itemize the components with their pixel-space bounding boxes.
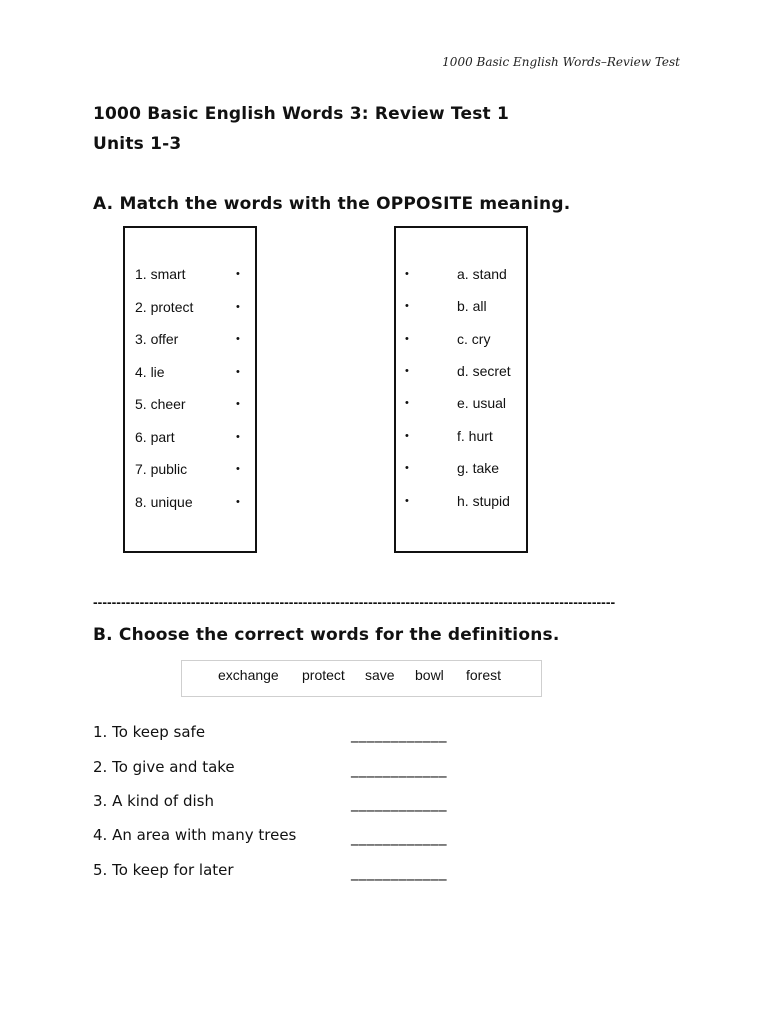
word-bank-item: forest xyxy=(466,667,502,683)
running-header: 1000 Basic English Words–Review Test xyxy=(442,55,680,69)
answer-blank[interactable]: ____________ xyxy=(351,794,447,812)
page-subtitle: Units 1-3 xyxy=(93,134,182,154)
match-right-label: c. cry xyxy=(457,331,491,347)
answer-blank[interactable]: ____________ xyxy=(351,863,447,881)
section-a-heading: A. Match the words with the OPPOSITE meaning. xyxy=(93,194,571,214)
definition-text: 5. To keep for later xyxy=(93,861,234,879)
match-right-label: h. stupid xyxy=(457,493,510,509)
match-left-label: 7. public xyxy=(135,461,188,477)
bullet-icon[interactable]: • xyxy=(236,333,240,345)
match-right-label: e. usual xyxy=(457,395,507,411)
word-bank-item: save xyxy=(365,667,395,683)
definition-row xyxy=(93,824,473,846)
match-right-label: b. all xyxy=(457,298,487,314)
section-separator: ---------------------------------------------------------------------------------------------------------------- xyxy=(93,594,616,610)
word-bank-item: bowl xyxy=(415,667,444,683)
bullet-icon[interactable]: • xyxy=(405,495,409,507)
word-bank-item: protect xyxy=(302,667,345,683)
answer-blank[interactable]: ____________ xyxy=(351,760,447,778)
definition-text: 1. To keep safe xyxy=(93,723,206,741)
bullet-icon[interactable]: • xyxy=(236,398,240,410)
match-left-label: 3. offer xyxy=(135,331,179,347)
match-left-label: 1. smart xyxy=(135,266,186,282)
bullet-icon[interactable]: • xyxy=(405,430,409,442)
definition-row xyxy=(93,790,473,812)
match-left-label: 2. protect xyxy=(135,299,194,315)
match-left-label: 4. lie xyxy=(135,364,165,380)
word-bank xyxy=(181,660,542,697)
section-b-heading: B. Choose the correct words for the definitions. xyxy=(93,625,560,645)
page-title: 1000 Basic English Words 3: Review Test 1 xyxy=(93,104,509,124)
bullet-icon[interactable]: • xyxy=(405,462,409,474)
bullet-icon[interactable]: • xyxy=(236,301,240,313)
match-left-box xyxy=(123,226,257,553)
match-right-label: d. secret xyxy=(457,363,511,379)
match-left-label: 6. part xyxy=(135,429,175,445)
definition-row xyxy=(93,756,473,778)
bullet-icon[interactable]: • xyxy=(405,333,409,345)
bullet-icon[interactable]: • xyxy=(236,496,240,508)
match-left-label: 5. cheer xyxy=(135,396,186,412)
bullet-icon[interactable]: • xyxy=(236,268,240,280)
match-right-label: a. stand xyxy=(457,266,507,282)
bullet-icon[interactable]: • xyxy=(236,366,240,378)
word-bank-item: exchange xyxy=(218,667,279,683)
match-right-label: g. take xyxy=(457,460,500,476)
bullet-icon[interactable]: • xyxy=(236,463,240,475)
definition-text: 4. An area with many trees xyxy=(93,826,297,844)
bullet-icon[interactable]: • xyxy=(405,300,409,312)
bullet-icon[interactable]: • xyxy=(236,431,240,443)
definition-text: 2. To give and take xyxy=(93,758,235,776)
definition-text: 3. A kind of dish xyxy=(93,792,214,810)
match-right-box xyxy=(394,226,528,553)
definition-row xyxy=(93,859,473,881)
definition-row xyxy=(93,721,473,743)
match-left-label: 8. unique xyxy=(135,494,193,510)
answer-blank[interactable]: ____________ xyxy=(351,828,447,846)
bullet-icon[interactable]: • xyxy=(405,365,409,377)
match-right-label: f. hurt xyxy=(457,428,493,444)
answer-blank[interactable]: ____________ xyxy=(351,725,447,743)
bullet-icon[interactable]: • xyxy=(405,268,409,280)
bullet-icon[interactable]: • xyxy=(405,397,409,409)
